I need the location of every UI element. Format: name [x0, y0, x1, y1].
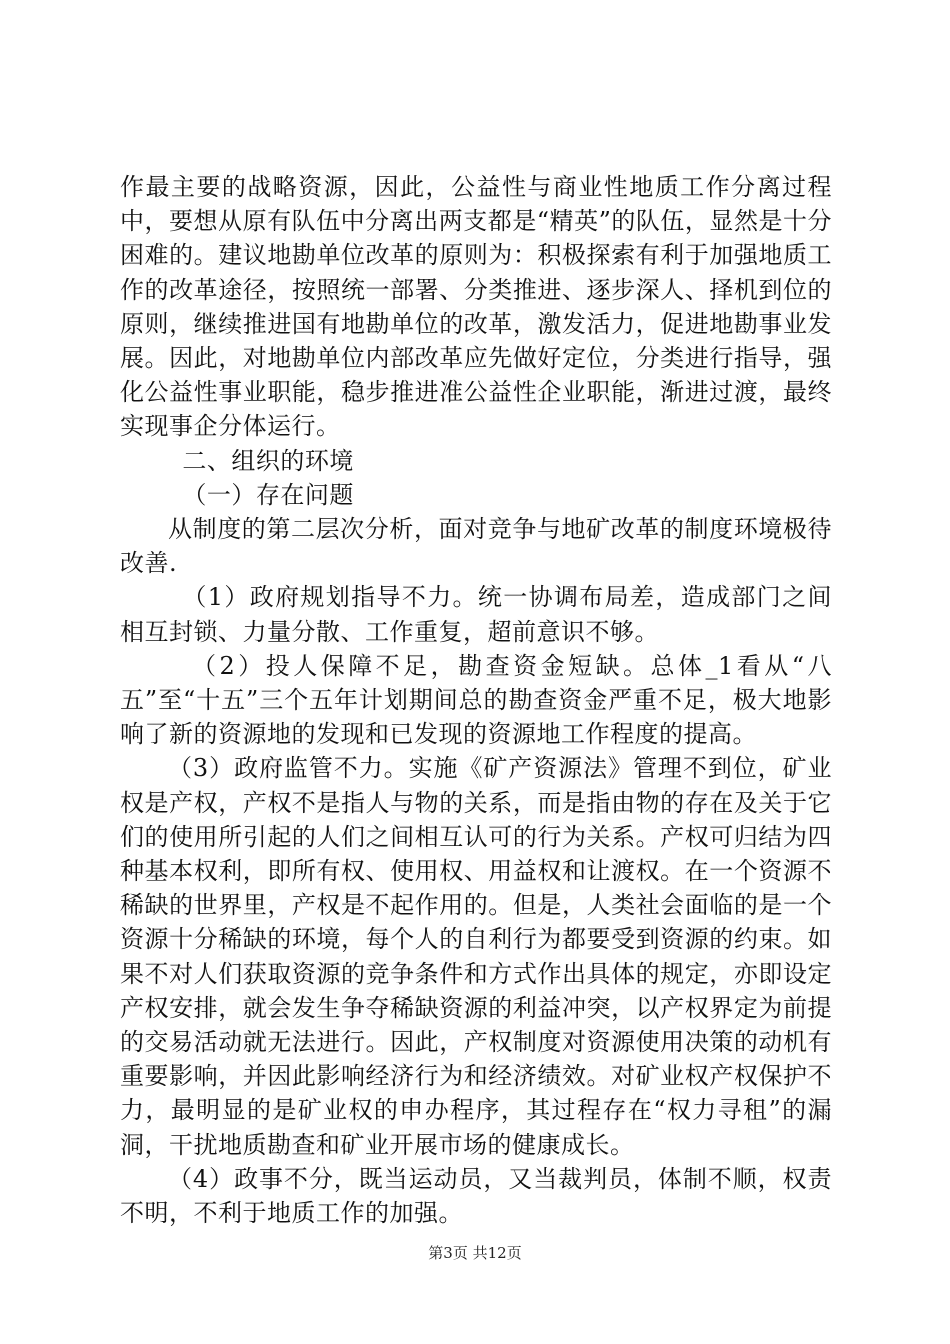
- document-body: [120, 170, 832, 1230]
- list-item-3: （3）政府监管不力。实施《矿产资源法》管理不到位，矿业权是产权，产权不是指人与物的关系，而是指由物的存在及关于它们的使用所引起的人们之间相互认可的行为关系。产权可归结为四种基本权利，即所有权、使用权、用益权和让渡权。在一个资源不稀缺的世界里，产权是不起作用的。但是，人类社会面临的是一个资源十分稀缺的环境，每个人的自利行为都要受到资源的约束。如果不对人们获取资源的竞争条件和方式作出具体的规定，亦即设定产权安排，就会发生争夺稀缺资源的利益冲突，以产权界定为前提的交易活动就无法进行。因此，产权制度对资源使用决策的动机有重要影响，并因此影响经济行为和经济绩效。对矿业权产权保护不力，最明显的是矿业权的申办程序，其过程存在“权力寻租”的漏洞，干扰地质勘查和矿业开展市场的健康成长。: [120, 754, 832, 1159]
- page-number-footer: 第3页 共12页: [428, 1244, 522, 1262]
- subsection-heading: （一）存在问题: [182, 480, 354, 509]
- paragraph-intro: 从制度的第二层次分析，面对竞争与地矿改革的制度环境极待改善.: [120, 515, 832, 578]
- list-item-2: （2）投人保障不足，勘查资金短缺。总体_1看从“八五”至“十五”三个五年计划期间总的勘查资金严重不足，极大地影响了新的资源地的发现和已发现的资源地工作程度的提高。: [120, 651, 832, 749]
- list-item-4: （4）政事不分，既当运动员，又当裁判员，体制不顺，权责不明，不利于地质工作的加强。: [120, 1164, 832, 1228]
- paragraph-continuation: 作最主要的战略资源，因此，公益性与商业性地质工作分离过程中，要想从原有队伍中分离出两支都是“精英”的队伍，显然是十分困难的。建议地勘单位改革的原则为：积极探索有利于加强地质工作的改革途径，按照统一部署、分类推进、逐步深人、择机到位的原则，继续推进国有地勘单位的改革，激发活力，促进地勘事业发展。因此，对地勘单位内部改革应先做好定位，分类进行指导，强化公益性事业职能，稳步推进准公益性企业职能，渐进过渡，最终实现事企分体运行。: [120, 173, 832, 441]
- list-item-1: （1）政府规划指导不力。统一协调布局差，造成部门之间相互封锁、力量分散、工作重复，超前意识不够。: [120, 583, 832, 646]
- section-heading: 二、组织的环境: [182, 446, 354, 475]
